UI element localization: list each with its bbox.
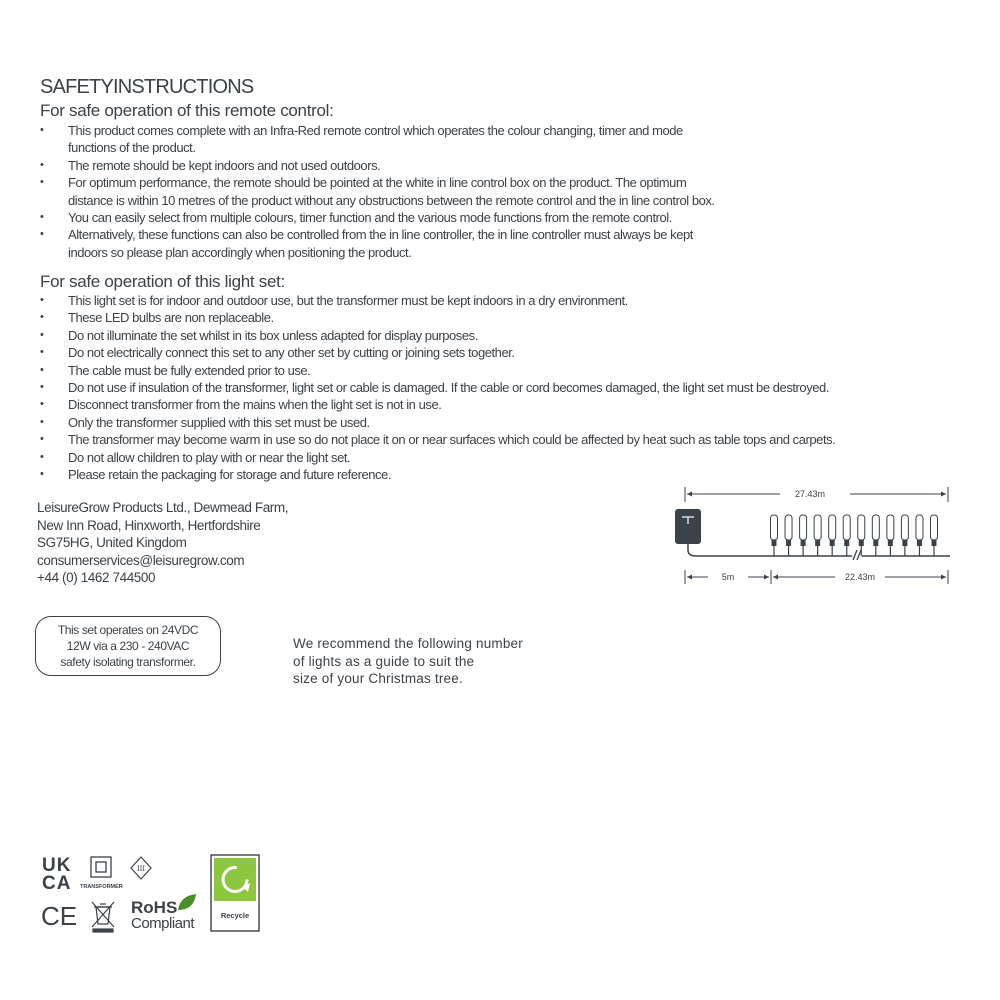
- recycle-badge: [211, 855, 259, 931]
- bullet: •: [40, 228, 44, 241]
- bulb-icon: [814, 515, 821, 556]
- bulb-icon: [843, 515, 850, 556]
- street-address: New Inn Road, Hinxworth, Hertfordshire: [37, 517, 261, 533]
- list-item: • Do not use if insulation of the transformer, light set or cable is damaged. If the cable or cord becomes damaged, the light set must be destroyed.: [40, 380, 829, 396]
- weee-bin-icon: [92, 902, 114, 932]
- company-name: LeisureGrow Products Ltd., Dewmead Farm,: [37, 500, 289, 515]
- list-item: • This light set is for indoor and outdoor use, but the transformer must be kept indoors in a dry environment.: [40, 293, 628, 308]
- bulb-icon: [858, 515, 865, 556]
- list-item: • Do not allow children to play with or near the light set.: [40, 449, 351, 465]
- list-item: • You can easily select from multiple colours, timer function and the various mode functions from the remote control.: [40, 210, 672, 226]
- list-item: • This product comes complete with an Infra-Red remote control which operates the colour changing, timer and mode functions of the product.: [40, 123, 683, 156]
- lit-length-label: 22.43m: [844, 572, 876, 582]
- svg-text:RoHS: RoHS: [131, 898, 178, 917]
- bullet: •: [40, 363, 44, 376]
- svg-text:CA: CA: [42, 873, 72, 894]
- list-item: • These LED bulbs are non replaceable.: [40, 310, 274, 326]
- lead-length-label: 5m: [721, 572, 735, 582]
- bullet: •: [40, 294, 44, 306]
- list-item: • The transformer may become warm in use so do not place it on or near surfaces which could be affected by heat such as table tops and carpets.: [40, 432, 836, 448]
- bulb-icon: [872, 515, 879, 556]
- remote-section-heading: For safe operation of this remote control:: [40, 101, 334, 120]
- bullet: •: [40, 311, 44, 324]
- bullet: •: [40, 346, 44, 359]
- list-item: • Alternatively, these functions can also be controlled from the in line controller, the in line controller must always be kept indoors so please plan accordingly when positioning the product.: [40, 227, 693, 260]
- bullet: •: [40, 176, 44, 189]
- bullet: •: [40, 398, 44, 411]
- certification-logos: [40, 852, 280, 934]
- bullet: •: [40, 211, 44, 224]
- remote-instructions-list: [40, 122, 940, 261]
- bulb-icon: [916, 515, 923, 556]
- bullet: •: [40, 450, 44, 463]
- ukca-mark: [42, 855, 71, 894]
- bulb-icon: [785, 515, 792, 556]
- light-set-dimension-diagram: [660, 480, 960, 590]
- list-item: • For optimum performance, the remote should be pointed at the white in line control box on the product. The optimum distance is within 10 metres of the product without any obstructions between the remote control and the in line control box.: [40, 175, 715, 208]
- bulb-icon: [887, 515, 894, 556]
- bulb-icon: [931, 515, 938, 556]
- phone-number: +44 (0) 1462 744500: [37, 570, 156, 586]
- rohs-compliant-mark: [131, 894, 196, 932]
- bullet: •: [40, 433, 44, 446]
- company-address: [37, 499, 288, 587]
- class-three-icon: [131, 857, 151, 879]
- postcode: SG75HG, United Kingdom: [37, 535, 187, 551]
- page-title: SAFETYINSTRUCTIONS: [40, 76, 254, 98]
- bulb-icon: [829, 515, 836, 556]
- bullet: •: [40, 468, 44, 481]
- list-item: • Only the transformer supplied with this set must be used.: [40, 414, 370, 430]
- list-item: • Disconnect transformer from the mains when the light set is not in use.: [40, 397, 442, 413]
- svg-text:III: III: [137, 864, 145, 873]
- svg-text:Compliant: Compliant: [131, 915, 195, 932]
- bullet: •: [40, 328, 44, 341]
- lightset-section-heading: For safe operation of this light set:: [40, 272, 285, 291]
- email-address: consumerservices@leisuregrow.com: [37, 552, 245, 568]
- bullet: •: [40, 415, 44, 428]
- svg-text:Recycle: Recycle: [220, 911, 250, 920]
- list-item: • The remote should be kept indoors and not used outdoors.: [40, 157, 381, 173]
- svg-text:TRANSFORMER: TRANSFORMER: [80, 884, 123, 890]
- bullet: •: [40, 124, 44, 136]
- list-item: • Please retain the packaging for storage and future reference.: [40, 467, 392, 483]
- bulb-group: [771, 515, 938, 556]
- list-item: • The cable must be fully extended prior to use.: [40, 362, 311, 378]
- list-item: • Do not electrically connect this set to any other set by cutting or joining sets together.: [40, 345, 515, 361]
- bulb-icon: [800, 515, 807, 556]
- bulb-icon: [771, 515, 778, 556]
- bulb-icon: [901, 515, 908, 556]
- lightset-instructions-list: [40, 292, 940, 483]
- svg-text:UK: UK: [42, 855, 72, 876]
- leaf-icon: [178, 894, 196, 910]
- bullet: •: [40, 381, 44, 394]
- bullet: •: [40, 158, 44, 171]
- power-rating-box: This set operates on 24VDC 12W via a 230 - 240VAC safety isolating transformer.: [35, 616, 221, 676]
- total-length-label: 27.43m: [794, 489, 826, 499]
- list-item: • Do not illuminate the set whilst in its box unless adapted for display purposes.: [40, 327, 478, 343]
- ce-mark: CE: [41, 901, 78, 931]
- tree-recommendation-text: We recommend the following number of lights as a guide to suit the size of your Christmas tree.: [293, 636, 523, 686]
- transformer-symbol-icon: [80, 857, 123, 890]
- transformer-icon: [675, 509, 701, 544]
